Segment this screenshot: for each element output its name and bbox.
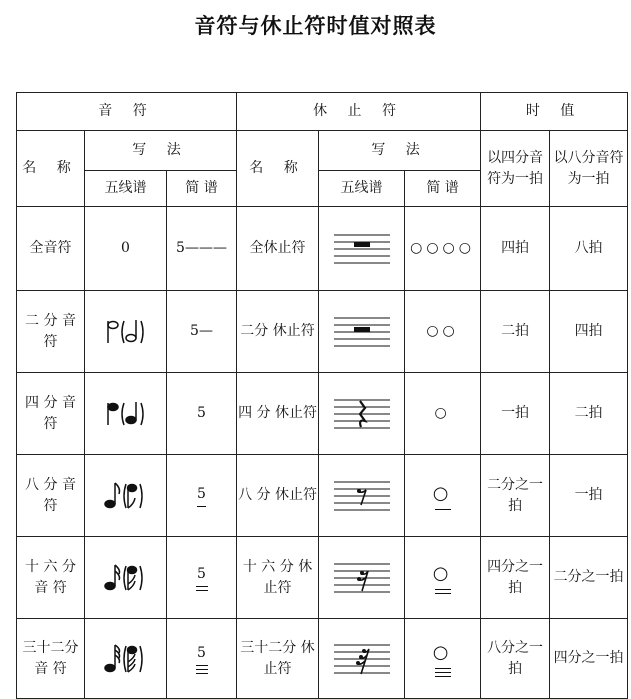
thirty-second-rest-jianpu: ○: [432, 641, 453, 663]
quarter-beat-32nd: 八分之一拍: [481, 619, 550, 699]
note-name-32nd: 三十二分 音 符: [17, 619, 85, 699]
note-name-whole: 全音符: [17, 207, 85, 291]
rest-jianpu-eighth: [405, 455, 481, 537]
quarter-beat-eighth: 二分之一拍: [481, 455, 550, 537]
quarter-rest-icon: [332, 397, 392, 431]
sixteenth-jianpu: 5: [197, 565, 206, 582]
note-staff-sixteenth: [85, 537, 167, 619]
note-name-sixteenth: 十 六 分 音 符: [17, 537, 85, 619]
rest-name-sixteenth: 十 六 分 休止符: [237, 537, 319, 619]
eighth-rest-jianpu: ○: [432, 482, 453, 504]
rest-jianpu-quarter: ○: [405, 373, 481, 455]
whole-rest-icon: [332, 232, 392, 266]
rest-jianpu-half: ○○: [405, 291, 481, 373]
sixteenth-rest-jianpu: ○: [432, 562, 453, 584]
note-jianpu-header: 简 谱: [167, 171, 237, 207]
note-staff-quarter: [85, 373, 167, 455]
rest-name-header: 名 称: [237, 131, 319, 207]
rest-jianpu-32nd: [405, 619, 481, 699]
rest-name-eighth: 八 分 休止符: [237, 455, 319, 537]
note-header: 音 符: [17, 93, 237, 131]
note-staff-eighth: [85, 455, 167, 537]
eighth-beat-32nd: 四分之一拍: [550, 619, 628, 699]
quarter-note-icon: [104, 399, 148, 429]
note-jianpu-quarter: 5: [167, 373, 237, 455]
rest-jianpu-header: 简 谱: [405, 171, 481, 207]
eighth-rest-icon: [332, 479, 392, 513]
duration-table: [16, 92, 628, 699]
half-rest-icon: [332, 315, 392, 349]
thirty-second-rest-icon: [332, 642, 392, 676]
note-jianpu-sixteenth: [167, 537, 237, 619]
eighth-beat-sixteenth: 二分之一拍: [550, 537, 628, 619]
rest-staff-eighth: [319, 455, 405, 537]
rest-name-quarter: 四 分 休止符: [237, 373, 319, 455]
note-writing-header: 写 法: [85, 131, 237, 171]
note-staff-half: [85, 291, 167, 373]
note-name-header: 名 称: [17, 131, 85, 207]
eighth-beat-header: 以八分音符为一拍: [550, 131, 628, 207]
note-jianpu-32nd: [167, 619, 237, 699]
rest-staff-quarter: [319, 373, 405, 455]
rest-name-32nd: 三十二分 休止符: [237, 619, 319, 699]
page-title: 音符与休止符时值对照表: [194, 14, 437, 38]
eighth-beat-whole: 八拍: [550, 207, 628, 291]
rest-header: 休 止 符: [237, 93, 481, 131]
eighth-beat-eighth: 一拍: [550, 455, 628, 537]
rest-jianpu-sixteenth: [405, 537, 481, 619]
rest-staff-whole: [319, 207, 405, 291]
note-jianpu-whole: 5———: [167, 207, 237, 291]
note-name-eighth: 八 分 音 符: [17, 455, 85, 537]
eighth-beat-quarter: 二拍: [550, 373, 628, 455]
thirty-second-note-icon: [104, 643, 148, 675]
eighth-beat-half: 四拍: [550, 291, 628, 373]
rest-staff-sixteenth: [319, 537, 405, 619]
rest-staff-32nd: [319, 619, 405, 699]
half-note-icon: [104, 317, 148, 347]
rest-writing-header: 写 法: [319, 131, 481, 171]
quarter-beat-header: 以四分音符为一拍: [481, 131, 550, 207]
note-jianpu-half: 5—: [167, 291, 237, 373]
quarter-beat-sixteenth: 四分之一拍: [481, 537, 550, 619]
sixteenth-note-icon: [104, 562, 148, 594]
rest-staff-half: [319, 291, 405, 373]
eighth-jianpu-underlined: 5: [197, 484, 206, 507]
duration-header: 时 值: [481, 93, 628, 131]
rest-jianpu-whole: ○○○○: [405, 207, 481, 291]
thirty-second-jianpu: 5: [197, 644, 206, 661]
note-name-half: 二 分 音 符: [17, 291, 85, 373]
note-jianpu-eighth: [167, 455, 237, 537]
note-staff-32nd: [85, 619, 167, 699]
rest-name-half: 二分 休止符: [237, 291, 319, 373]
note-staff-whole: 0: [85, 207, 167, 291]
quarter-beat-half: 二拍: [481, 291, 550, 373]
sixteenth-rest-icon: [332, 561, 392, 595]
note-staff-header: 五线谱: [85, 171, 167, 207]
rest-staff-header: 五线谱: [319, 171, 405, 207]
note-name-quarter: 四 分 音 符: [17, 373, 85, 455]
eighth-note-icon: [104, 480, 148, 512]
quarter-beat-quarter: 一拍: [481, 373, 550, 455]
rest-name-whole: 全休止符: [237, 207, 319, 291]
quarter-beat-whole: 四拍: [481, 207, 550, 291]
